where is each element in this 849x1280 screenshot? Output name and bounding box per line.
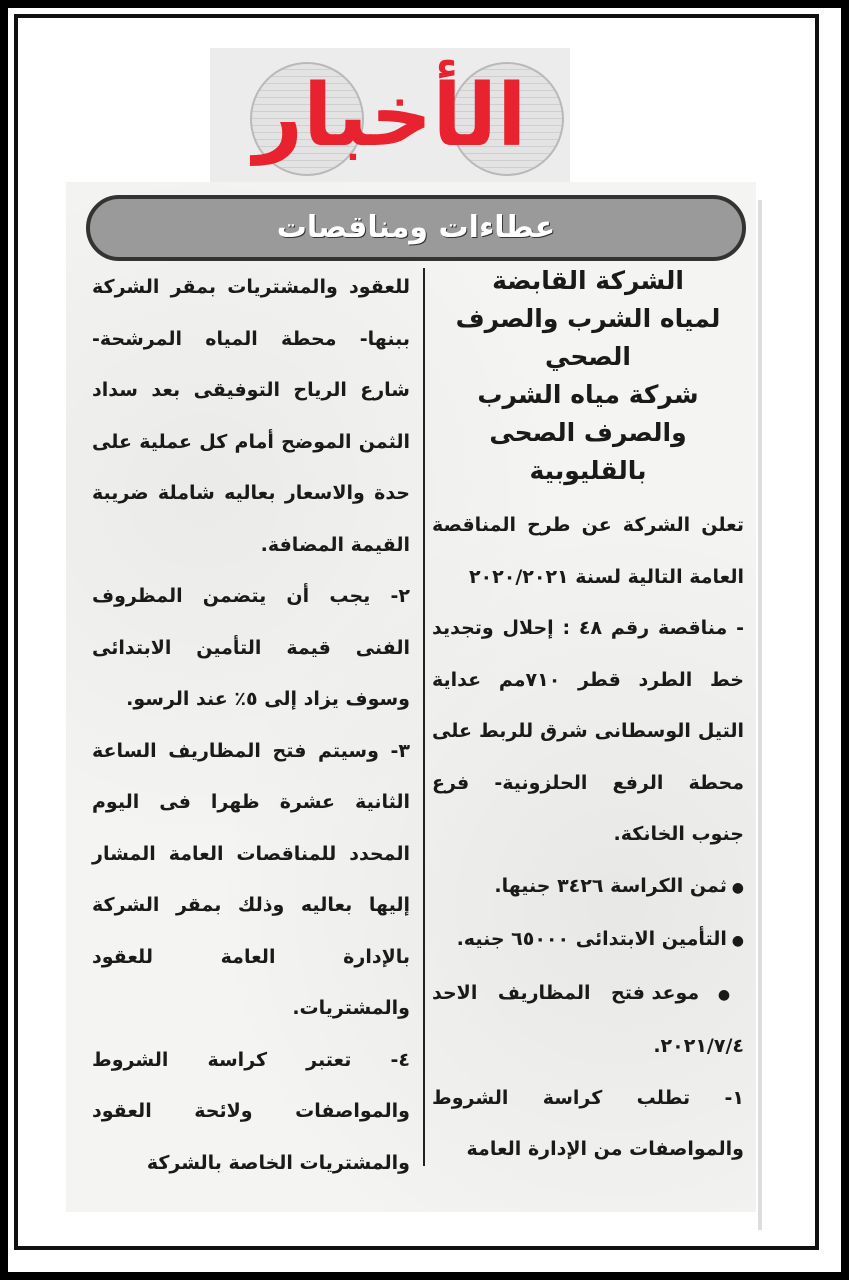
note-2: ٢- يجب أن يتضمن المظروف الفنى قيمة التأمين الابتدائى وسوف يزاد إلى ٥٪ عند الرسو. <box>92 585 410 710</box>
newspaper-masthead <box>210 48 570 190</box>
note-1: ١- تطلب كراسة الشروط والمواصفات من الإدارة العامة <box>432 1086 744 1160</box>
heading-line: والصرف الصحى <box>489 418 687 447</box>
heading-line: الشركة القابضة <box>492 266 684 295</box>
paper-edge <box>758 200 762 1230</box>
heading-line: بالقليوبية <box>529 456 647 485</box>
section-title: عطاءات ومناقصات <box>276 210 556 245</box>
bullet-insurance: ● التأمين الابتدائى ٦٥٠٠٠ جنيه. <box>432 914 744 968</box>
advertiser-heading <box>432 262 744 490</box>
heading-line: شركة مياه الشرب <box>477 380 699 409</box>
newspaper-logo: الأخبار <box>253 66 527 166</box>
tender-paragraph: - مناقصة رقم ٤٨ : إحلال وتجديد خط الطرد قطر ٧١٠مم عداية التيل الوسطانى شرق للربط على محطة الرفع الحلزونية- فرع جنوب الخانكة. <box>432 617 744 845</box>
bullet-opening-date: ● موعد فتح المظاريف الاحد ٢٠٢١/٧/٤. <box>432 968 744 1073</box>
bullet-price: ● ثمن الكراسة ٣٤٢٦ جنيها. <box>432 861 744 915</box>
note-3: ٣- وسيتم فتح المظاريف الساعة الثانية عشرة ظهرا فى اليوم المحدد للمناقصات العامة المشار إليها بعاليه وذلك بمقر الشركة بالإدارة العامة للعقود والمشتريات. <box>92 739 410 1019</box>
section-header <box>86 195 746 261</box>
continuation-paragraph: للعقود والمشتريات بمقر الشركة ببنها- محطة المياه المرشحة- شارع الرياح التوفيقى بعد سداد الثمن الموضح أمام كل عملية على حدة والاسعار بعاليه شاملة ضريبة القيمة المضافة. <box>92 276 410 556</box>
right-column <box>432 262 744 1176</box>
column-divider <box>423 268 425 1166</box>
left-column <box>92 262 410 1189</box>
intro-paragraph: تعلن الشركة عن طرح المناقصة العامة التالية لسنة ٢٠٢٠/٢٠٢١ <box>432 514 744 588</box>
heading-line: لمياه الشرب والصرف الصحي <box>455 304 721 371</box>
note-4: ٤- تعتبر كراسة الشروط والمواصفات ولائحة العقود والمشتريات الخاصة بالشركة <box>92 1048 410 1174</box>
